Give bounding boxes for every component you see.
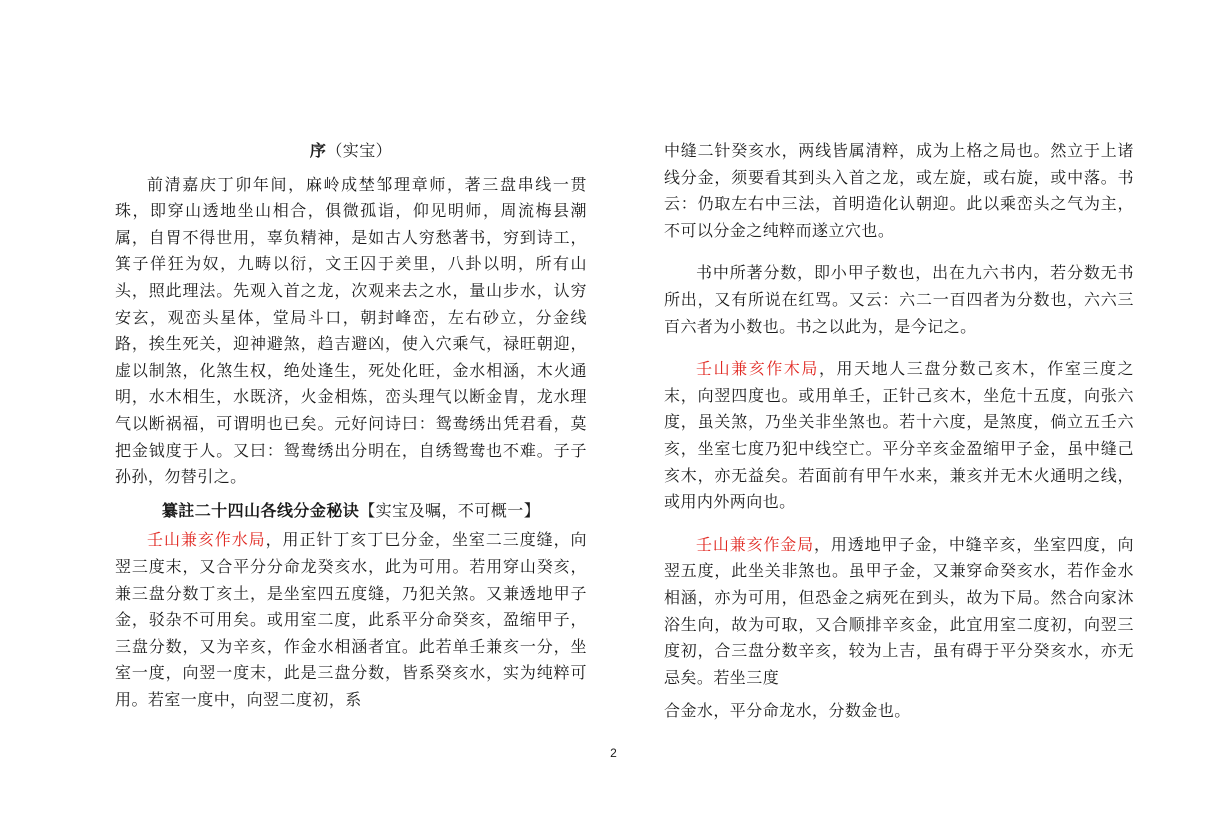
left-column bbox=[115, 138, 587, 720]
water-bureau-entry bbox=[115, 527, 587, 713]
water-bureau-text: ，用正针丁亥丁巳分金，坐室二三度缝，向翌三度末，又合平分分命龙癸亥水，此为可用。若用穿山癸亥，兼三盘分数丁亥土，是坐室四五度缝，乃犯关煞。又兼透地甲子金，驳杂不可用矣。或用室二度，此系平分命癸亥，盈缩甲子，三盘分数，又为辛亥，作金水相涵者宜。此若单壬兼亥一分，坐室一度，向翌一度末，此是三盘分数，皆系癸亥水，实为纯粹可用。若室一度中，向翌二度初，系 bbox=[115, 530, 587, 709]
wood-bureau-text: ，用天地人三盘分数己亥木，作室三度之末，向翌四度也。或用单壬，正针己亥木，坐危十五度，向张六度，虽关煞，乃坐关非坐煞也。若十六度，是煞度，倘立五壬六亥，坐室七度乃犯中线空亡。平分辛亥金盈缩甲子金，虽中缝己亥木，亦无益矣。若面前有甲午水来，兼亥并无木火通明之线，或用内外两向也。 bbox=[664, 359, 1134, 512]
secret-section-heading bbox=[115, 498, 587, 525]
wood-bureau-label: 壬山兼亥作木局 bbox=[696, 359, 819, 379]
preface-body: 前清嘉庆丁卯年间，麻岭成埜邹理章师，著三盘串线一贯珠，即穿山透地坐山相合，俱微孤诣，仰见明师，周流梅县潮属，自胃不得世用，辜负精神，是如古人穷愁著书，穷到诗工，箕子佯狂为奴，九畴以衍，文王囚于羑里，八卦以明，所有山头，照此理法。先观入首之龙，次观来去之水，量山步水，认穷安玄，观峦头星体，堂局斗口，朝封峰峦，左右砂立，分金线路，挨生死关，迎神避煞，趋吉避凶，使入穴乘气，禄旺朝迎，虚以制煞，化煞生权，绝处逢生，死处化旺，金水相涵，木火通明，水木相生，水既济，火金相炼，峦头理气以断金胄，龙水理气以断祸福，可谓明也已矣。元好问诗曰：鸳鸯绣出凭君看，莫把金钺度于人。又曰：鸳鸯绣出分明在，自绣鸳鸯也不难。子子孙孙，勿替引之。 bbox=[115, 174, 587, 487]
closing-paragraph: 合金水，平分命龙水，分数金也。 bbox=[664, 701, 911, 721]
water-bureau-label: 壬山兼亥作水局 bbox=[147, 530, 266, 550]
preface-heading bbox=[115, 138, 587, 165]
secret-section-subtitle: 【实宝及嘱，不可概一】 bbox=[359, 500, 541, 520]
preface-subtitle: （实宝） bbox=[326, 141, 393, 160]
secret-section-title: 纂註二十四山各线分金秘诀 bbox=[161, 500, 360, 520]
page-number: 2 bbox=[610, 746, 617, 760]
metal-bureau-entry bbox=[664, 532, 1134, 692]
wood-bureau-entry bbox=[664, 356, 1134, 516]
numbers-note-paragraph: 书中所著分数，即小甲子数也，出在九六书内，若分数无书所出，又有所说在红骂。又云：六二一百四者为分数也，六六三百六者为小数也。书之以此为，是今记之。 bbox=[664, 263, 1134, 336]
continuation-paragraph: 中缝二针癸亥水，两线皆属清粹，成为上格之局也。然立于上诸线分金，须要看其到头入首之龙，或左旋，或右旋，或中落。书云：仍取左右中三法，首明造化认朝迎。此以乘峦头之气为主，不可以分金之纯粹而遂立穴也。 bbox=[664, 141, 1134, 240]
right-column bbox=[664, 138, 1134, 732]
metal-bureau-label: 壬山兼亥作金局 bbox=[696, 534, 815, 554]
metal-bureau-text: ，用透地甲子金，中缝辛亥，坐室四度，向翌五度，此坐关非煞也。虽甲子金，又兼穿命癸亥水，若作金水相涵，亦为可用，但恐金之病死在到头，故为下局。然合向家沐浴生向，故为可取，又合顺排辛亥金，此宜用室二度初，向翌三度初，合三盘分数辛亥，较为上吉，虽有碍于平分癸亥水，亦无忌矣。若坐三度 bbox=[664, 534, 1134, 687]
preface-title: 序 bbox=[309, 141, 327, 160]
